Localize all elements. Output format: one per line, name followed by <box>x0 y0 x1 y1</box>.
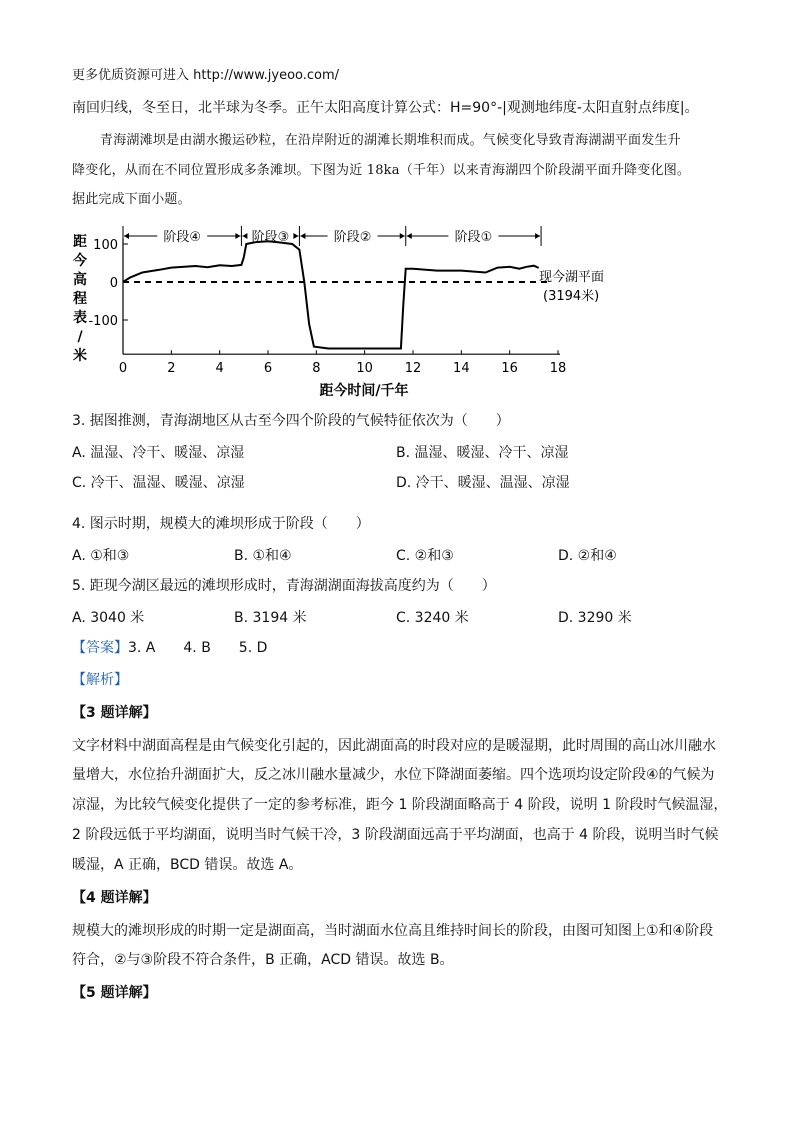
detail-3-line-4: 2 阶段远低于平均湖面，说明当时气候干冷，3 阶段湖面远高于平均湖面，也高于 4 阶段，说明当时气候 <box>72 827 719 843</box>
chart-axes <box>88 238 566 376</box>
lake-level-chart <box>66 222 646 402</box>
y-tick-label: -100 <box>88 314 118 329</box>
source-header: 更多优质资源可进入 http://www.jyeoo.com/ <box>72 68 340 83</box>
material-line-2: 降变化，从而在不同位置形成多条滩坝。下图为近 18ka（千年）以来青海湖四个阶段湖平面升降变化图。 <box>72 163 691 178</box>
analysis-label: 【解析】 <box>72 672 128 688</box>
reference-line-label: 现今湖平面 <box>539 270 605 285</box>
y-axis-title <box>72 233 87 364</box>
q5-options-row <box>72 607 724 627</box>
y-axis-title-char: 表 <box>73 310 87 326</box>
detail-3-line-1: 文字材料中湖面高程是由气候变化引起的，因此湖面高的时段对应的是暖湿期，此时周围的高山冰川融水 <box>72 738 716 754</box>
y-axis-title-char: 距 <box>73 234 87 250</box>
detail-3-line-5: 暖湿，A 正确，BCD 错误。故选 A。 <box>72 857 303 873</box>
q4-option-b[interactable]: B. ①和④ <box>234 548 292 564</box>
x-tick-label: 12 <box>404 361 422 377</box>
y-axis-title-char: 高 <box>73 272 87 288</box>
answer-text: 3. A 4. B 5. D <box>128 640 268 656</box>
x-tick-label: 18 <box>549 361 567 377</box>
stage-arrowhead <box>242 233 247 239</box>
stage-label: 阶段③ <box>251 230 290 245</box>
q5-option-b[interactable]: B. 3194 米 <box>234 610 307 626</box>
y-tick-label: 0 <box>109 276 118 291</box>
material-line-3: 据此完成下面小题。 <box>72 192 191 207</box>
y-axis-title-char: 米 <box>73 348 87 364</box>
q4-stem: 4. 图示时期，规模大的滩坝形成于阶段（ ） <box>72 516 370 532</box>
q3-options-row-2 <box>72 472 724 492</box>
x-tick-label: 8 <box>312 361 321 377</box>
q3-stem: 3. 据图推测，青海湖地区从古至今四个阶段的气候特征依次为（ ） <box>72 413 510 429</box>
stage-annotations <box>123 226 541 246</box>
detail-3-line-2: 量增大，水位抬升湖面扩大，反之冰川融水量减少，水位下降湖面萎缩。四个选项均设定阶段④的气候为 <box>72 767 715 783</box>
detail-4-title: 【4 题详解】 <box>72 890 157 906</box>
y-axis-title-char: 今 <box>73 253 87 269</box>
stage-label: 阶段② <box>333 230 372 245</box>
intro-line: 南回归线，冬至日，北半球为冬季。正午太阳高度计算公式：H=90°-|观测地纬度-太阳直射点纬度|。 <box>72 100 699 116</box>
x-tick-label: 2 <box>167 361 176 377</box>
stage-arrowhead <box>400 233 405 239</box>
lake-level-series-line <box>123 241 539 348</box>
reference-line-sublabel: (3194米) <box>543 289 600 304</box>
stage-arrowhead <box>124 233 129 239</box>
x-axis-title: 距今时间/千年 <box>319 383 409 399</box>
q4-options-row <box>72 545 724 565</box>
reference-line-group <box>123 269 604 304</box>
q4-option-d[interactable]: D. ②和④ <box>558 548 617 564</box>
x-tick-label: 4 <box>215 361 224 377</box>
stage-arrowhead <box>535 233 540 239</box>
x-tick-label: 0 <box>118 361 128 377</box>
stage-label: 阶段① <box>454 230 493 245</box>
q4-option-c[interactable]: C. ②和③ <box>396 548 454 564</box>
y-axis-title-char: / <box>77 329 83 345</box>
q5-stem: 5. 距现今湖区最远的滩坝形成时，青海湖湖面海拔高度约为（ ） <box>72 578 496 594</box>
x-tick-label: 10 <box>356 361 373 377</box>
q3-option-a[interactable]: A. 温湿、冷干、暖湿、凉湿 <box>72 445 245 461</box>
q3-option-d[interactable]: D. 冷干、暖湿、温湿、凉湿 <box>396 475 570 491</box>
detail-3-line-3: 凉湿，为比较气候变化提供了一定的参考标准，距今 1 阶段湖面略高于 4 阶段，说明 1 阶段时气候温湿， <box>72 797 728 813</box>
q4-option-a[interactable]: A. ①和③ <box>72 548 130 564</box>
y-tick-label: 100 <box>93 238 118 253</box>
answer-line <box>72 638 267 658</box>
x-tick-label: 6 <box>263 361 273 377</box>
stage-arrowhead <box>293 233 298 239</box>
x-tick-label: 16 <box>501 361 518 377</box>
svg-text:距今高程表/米 <box>72 233 87 364</box>
q3-options-row-1 <box>72 442 724 462</box>
detail-4-line-1: 规模大的滩坝形成的时期一定是湖面高，当时湖面水位高且维持时间长的阶段，由图可知图上①和④阶段 <box>72 923 714 939</box>
material-line-1: 青海湖滩坝是由湖水搬运砂粒，在沿岸附近的湖滩长期堆积而成。气候变化导致青海湖湖平面发生升 <box>100 133 681 148</box>
x-tick-label: 14 <box>453 361 470 377</box>
q5-option-d[interactable]: D. 3290 米 <box>558 610 632 626</box>
q3-option-c[interactable]: C. 冷干、温湿、暖湿、凉湿 <box>72 475 245 491</box>
stage-label: 阶段④ <box>163 230 202 245</box>
stage-arrowhead <box>407 233 412 239</box>
stage-arrowhead <box>300 233 305 239</box>
q3-option-b[interactable]: B. 温湿、暖湿、冷干、凉湿 <box>396 445 569 461</box>
q5-option-c[interactable]: C. 3240 米 <box>396 610 469 626</box>
q5-option-a[interactable]: A. 3040 米 <box>72 610 145 626</box>
detail-4-line-2: 符合，②与③阶段不符合条件，B 正确，ACD 错误。故选 B。 <box>72 952 454 968</box>
y-axis-title-char: 程 <box>73 291 87 307</box>
stage-arrowhead <box>235 233 240 239</box>
detail-3-title: 【3 题详解】 <box>72 705 157 721</box>
answer-label: 【答案】 <box>72 640 128 656</box>
detail-5-title: 【5 题详解】 <box>72 985 157 1001</box>
